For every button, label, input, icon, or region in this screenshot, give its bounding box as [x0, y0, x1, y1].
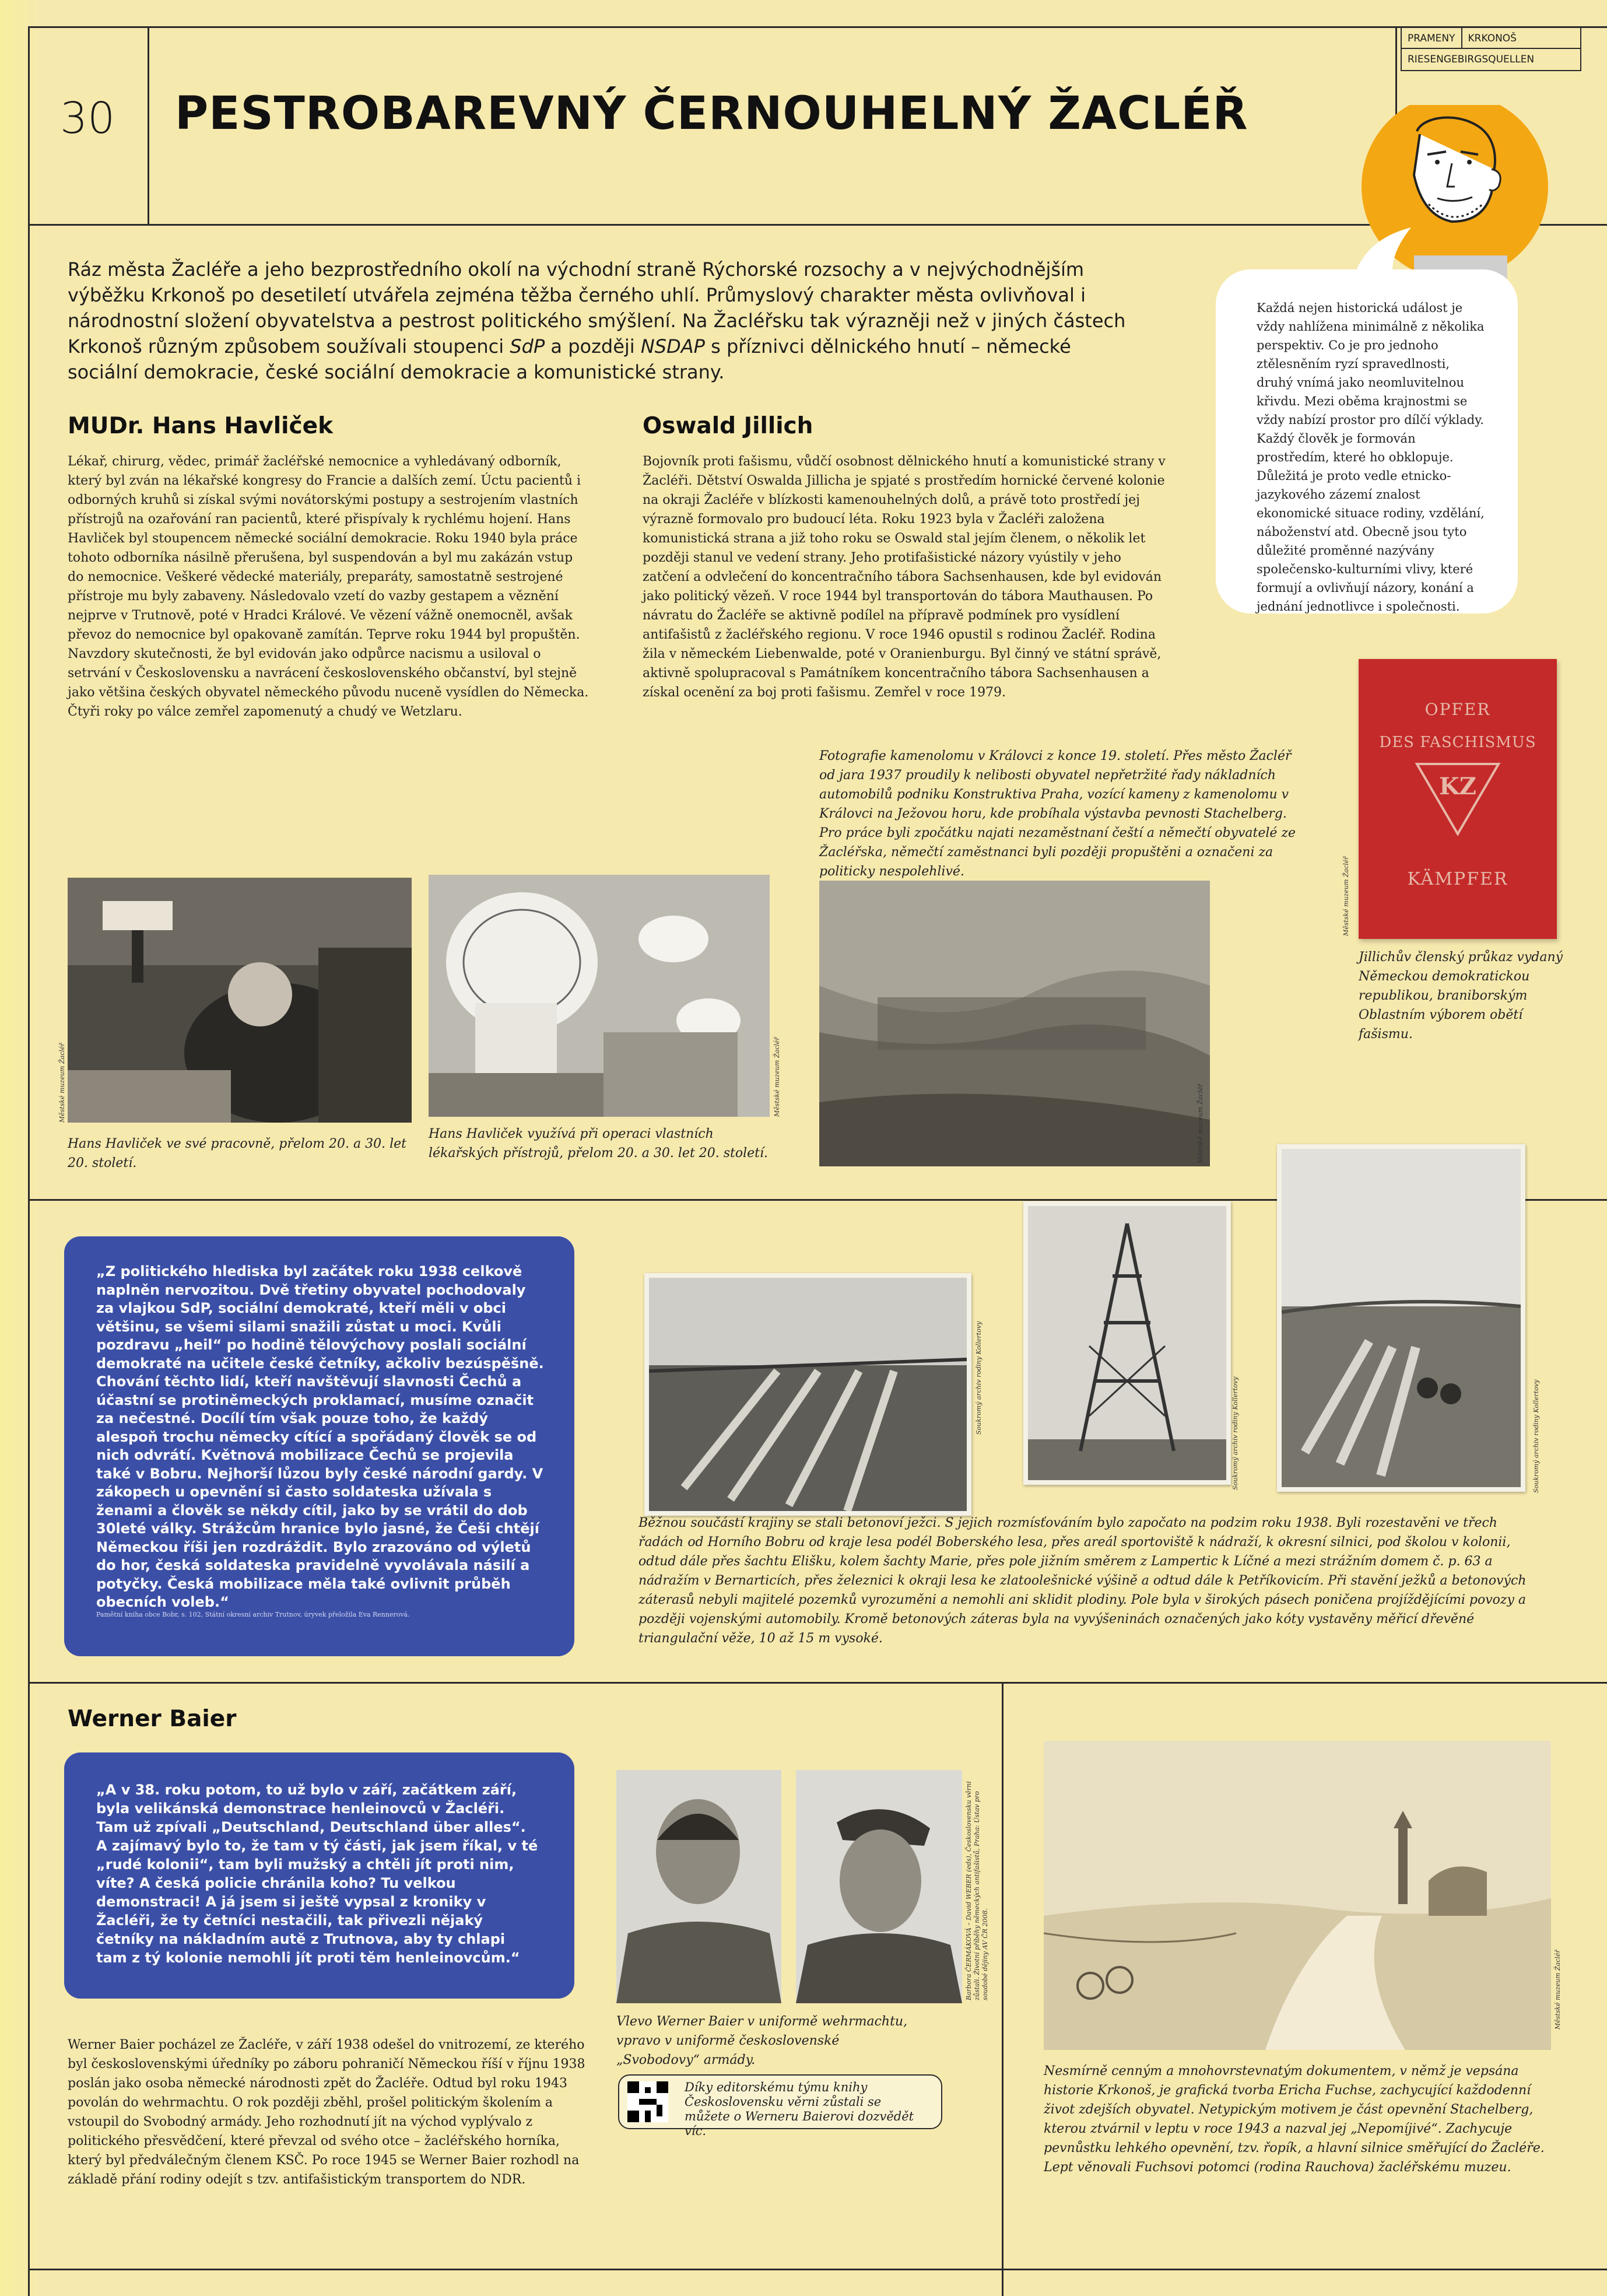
bottom-line	[28, 2269, 1607, 2270]
brand-sub: RIESENGEBIRGSQUELLEN	[1408, 54, 1535, 65]
quote-bobr-source: Pamětní kniha obce Bobr, s. 102, Státní okresní archiv Trutnov, úryvek přeložila Eva Rennerová.	[96, 1611, 410, 1618]
brand-prameny: PRAMENY	[1402, 28, 1462, 48]
photo-triangulation-tower	[1023, 1201, 1231, 1485]
header-divider	[148, 26, 149, 225]
photo-havlicek-desk	[68, 878, 412, 1123]
photo-baier-svoboda	[796, 1770, 962, 2003]
baier-heading: Werner Baier	[68, 1706, 237, 1732]
jillich-heading: Oswald Jillich	[643, 413, 813, 439]
brand-box	[1401, 28, 1581, 71]
photo-havlicek-surgery	[429, 875, 770, 1117]
photo-etching	[1044, 1741, 1551, 2050]
photo-hedgehog-rows	[644, 1273, 971, 1516]
portraits-caption: Vlevo Werner Baier v uniformě wehrmachtu, vpravo v uniformě československé „Svobodovy“ armády.	[616, 2014, 908, 2067]
card-line2: DES FASCHISMUS	[1379, 734, 1536, 751]
intro-text	[68, 257, 1146, 385]
quote-bobr-text: „Z politického hlediska byl začátek roku 1938 celkově naplněn nervozitou. Dvě třetiny obyvatel pochodovaly za vlajkou SdP, sociální demokraté, kteří měli v obci většinu, se všemi silami snažili zůstat u moci. Kvůli pozdravu „heil“ po hodině tělovýchovy poslali sociální demokraté na učitele české četníky, ačkoliv bezúspěšně. Chování těchto lidí, kteří navštěvují slavnosti Čechů a účastní se protiněmeckých proklamací, musíme označit za nečestné. Docílí tím však pouze toho, že každý alespoň trochu německy cítící a spořádaný člověk se od nich odvrátí. Květnová mobilizace Čechů se projevila také v Bobru. Nejhorší lůzou byly české národní gardy. V zákopech u opevnění si často soldateska užívala s ženami a člověk se někdy cítil, jako by se vrátil do dob 30leté války. Strážcům hranice bylo jasné, že Češi chtějí Německou říši jen rozdráždit. Bylo zrazováno od výletů do hor, česká soldateska pravidelně vyvolávala násilí a potyčky. Česká mobilizace měla také ovlivnit průběh obecních voleb.“	[96, 1263, 544, 1610]
havlicek-text: Lékař, chirurg, vědec, primář žacléřské nemocnice a vyhledávaný odborník, který byl zván na lékařské kongresy do Francie a dalších zemí. Úctu pacientů i odborných kruhů si získal svými novátorskými postupy a sestrojením vlastních přístrojů na ozařování ran pacientů, které přispívaly k rychlému hojení. Hans Havliček byl stoupencem německé sociální demokracie. Roku 1940 byla práce tohoto odborníka násilně přerušena, byl suspendován a byl mu zakázán vstup do nemocnice. Veškeré vědecké materiály, preparáty, samostatně sestrojené přístroje mu byly zabaveny. Následovalo vzetí do vazby gestapem a věznění nejprve v Trutnově, poté v Hradci Králové. Ve vězení vážně onemocněl, avšak převoz do nemocnice byl opakovaně zamítán. Teprve roku 1944 byl propuštěn. Navzdory skutečnosti, že byl evidován jako odpůrce nacismu a usiloval o setrvání v Československu a navrácení československého občanství, byl stejně jako většina českých obyvatel německého původu nuceně vysídlen do Německa. Čtyři roky po válce zemřel zapomenutý a chudý ve Wetzlaru.	[68, 454, 589, 719]
bubble-text: Každá nejen historická událost je vždy nahlížena minimálně z několika perspektiv. Co je pro jednoho ztělesněním ryzí spravedlnosti, druhý vnímá jako neomluvitelnou křivdu. Mezi oběma krajnostmi se vždy nabízí prostor pro dílčí výklady. Každý člověk je formován prostředím, které ho obklopuje. Důležitá je proto vedle etnicko-jazykového zázemí znalost ekonomické situace rodiny, vzdělání, náboženství atd. Obecně jsou tyto důležité proměnné nazývány společensko-kulturními vlivy, které formují a ovlivňují názory, konání a jednání jednotlivce i společnosti.	[1257, 301, 1485, 614]
section3-divider	[1002, 1682, 1004, 2296]
hedgehogs-caption: Běžnou součástí krajiny se stali betonoví ježci. S jejich rozmísťováním bylo započato na podzim roku 1938. Byli rozestavěni ve třech řadách od Horního Bobru od kraje lesa podél Boberského lesa, přes areál sportoviště k nádraží, k okresní silnici, pod školou v kolonii, odtud dále přes šachtu Elišku, kolem šachty Marie, přes pole jižním směrem z Lampertic k Líčné a mezi strážním domem č. p. 63 a nádražím v Bernarticích, přes železnici k okraji lesa ke zlatoolešnické výšině a odtud dále k Petříkovicím. Při stavění ježků a betonových záterasů nebyli majitelé pozemků vyrozuměni a nemohli ani sklidit plodiny. Pole byla v širokých pásech poničena projíždějícími povozy a později vojenskými automobily. Kromě betonových záteras byla na vyvýšeninách označených jako kóty vystavěny měřicí dřevěné triangulační věže, 10 až 15 m vysoké.	[638, 1516, 1527, 1646]
baier-text: Werner Baier pocházel ze Žacléře, v září 1938 odešel do vnitrozemí, ze kterého byl československými úředníky po záboru pohraničí Německou říší v říjnu 1938 poslán jako osoba německé národnosti zpět do Žacléře. Odtud byl roku 1943 povolán do wehrmachtu. O rok později zběhl, prošel politickým školením a vstoupil do Svobodný armády. Jeho rozhodnutí jít na východ vyplývalo z politického přesvědčení, které převzal od svého otce – žacléřského horníka, který byl předválečným členem KSČ. Po roce 1945 se Werner Baier rozhodl na základě přání rodiny odejít s tzv. antifašistickým transportem do NDR.	[68, 2038, 585, 2187]
membership-card	[1359, 659, 1557, 939]
frame-left-line	[28, 26, 30, 2296]
etching-caption: Nesmírně cenným a mnohovrstevnatým dokumentem, v němž je vepsána historie Krkonoš, je grafická tvorba Ericha Fuchse, zachycující každodenní život zdejších obyvatel. Netypickým motivem je část opevnění Stachelberg, kterou ztvárnil v leptu v roce 1943 a nazval jej „Nepomíjivé“. Zachycuje pevnůstku lehkého opevnění, tzv. řopík, a hlavní silnice směřující do Žacléře. Lept věnovali Fuchsovi potomci (rodina Rauchova) žacléřskému muzeu.	[1044, 2064, 1545, 2175]
speech-bubble	[1216, 269, 1518, 614]
desk-credit: Městské muzeum Žacléř	[58, 1043, 66, 1123]
intro-sdp: SdP	[510, 335, 545, 357]
portrait-credit: Barbora ČERMÁKOVÁ – David WEBER (eds), Československu věrni zůstali. Životní příběhy německých antifašistů, Praha: Ústav pro soudobé dějiny AV ČR 2008.	[965, 1781, 989, 2000]
havlicek-surgery-caption: Hans Havliček využívá při operaci vlastních lékařských přístrojů, přelom 20. a 30. let 20. století.	[429, 1127, 769, 1161]
brand-krkonos: KRKONOŠ	[1468, 33, 1517, 44]
hedgehog1-credit: Soukromý archiv rodiny Kollertovy	[975, 1321, 983, 1435]
havlicek-heading: MUDr. Hans Havliček	[68, 413, 334, 439]
photo-baier-wehrmacht	[616, 1770, 781, 2003]
section2-bottom-line	[28, 1682, 1607, 1684]
card-credit: Městské muzeum Žacléř	[1342, 856, 1350, 936]
photo-hedgehog-field	[1277, 1144, 1525, 1492]
field-credit: Soukromý archiv rodiny Kollertovy	[1532, 1379, 1540, 1493]
tower-credit: Soukromý archiv rodiny Kollertovy	[1231, 1376, 1239, 1490]
quarry-credit: Městské muzeum Žacléř	[1197, 1084, 1204, 1163]
bubble-tail	[1341, 222, 1417, 280]
quote-baier	[64, 1752, 574, 1999]
left-edge-tint	[0, 0, 41, 2296]
qr-code-icon[interactable]	[627, 2081, 668, 2122]
qr-text: Díky editorskému týmu knihy Československu věrni zůstali se můžete o Werneru Baierovi dozvědět víc.	[685, 2080, 914, 2138]
quarry-caption: Fotografie kamenolomu v Královci z konce 19. století. Přes město Žacléř od jara 1937 proudily k nelibosti obyvatel nepřetržité řady nákladních automobilů podniku Konstruktiva Praha, vozící kameny z kamenolomu v Královci na Ježovou horu, kde probíhala výstavba pevnosti Stachelberg. Pro práce byli zpočátku najati nezaměstnaní čeští a němečtí obyvatelé ze Žacléřska, němečtí zaměstnanci byli později propuštěni a označeni za politicky nespolehlivé.	[819, 749, 1296, 879]
page-title: PESTROBAREVNÝ ČERNOUHELNÝ ŽACLÉŘ	[175, 87, 1248, 140]
card-line1: OPFER	[1424, 700, 1491, 719]
panel-number: 30	[60, 93, 115, 143]
quote-baier-text: „A v 38. roku potom, to už bylo v září, začátkem září, byla velikánská demonstrace henleinovců v Žacléři. Tam už zpívali „Deutschland, Deutschland über alles“. A zajímavý bylo to, že tam v tý části, jak jsem říkal, v té „rudé kolonii“, tam byli mužský a chtěli jít proti nim, víte? A česká policie chránila koho? Tu velkou demonstraci! A já jsem si ještě vypsal z kroniky v Žacléři, že ty četníci nestačili, tak přivezli nějaký četníky na nákladním autě z Trutnova, aby ty chlapi tam z tý kolonie nemohli jít proti těm henleinovcům.“	[96, 1782, 538, 1966]
surgery-credit: Městské muzeum Žacléř	[773, 1037, 781, 1117]
card-mark: KZ	[1439, 773, 1476, 800]
havlicek-desk-caption: Hans Havliček ve své pracovně, přelom 20. a 30. let 20. století.	[68, 1137, 407, 1170]
frame-top-line	[28, 26, 1607, 28]
quote-bobr	[64, 1236, 574, 1656]
qr-box[interactable]	[618, 2074, 942, 2138]
card-caption: Jillichův členský průkaz vydaný Německou demokratickou republikou, braniborským Oblastním výborem obětí fašismu.	[1359, 950, 1563, 1042]
intro-part-3: a později	[545, 335, 641, 357]
etching-credit: Městské muzeum Žacléř	[1554, 1950, 1562, 2029]
photo-quarry	[819, 881, 1210, 1166]
intro-part-5: s příznivci dělnického hnutí – německé sociální demokracie, české sociální demokracie a komunistické strany.	[68, 335, 1071, 383]
intro-part-1: Ráz města Žacléře a jeho bezprostředního okolí na východní straně Rýchorské rozsochy a v nejvýchodnějším výběžku Krkonoš po desetiletí utvářela zejména těžba černého uhlí. Průmyslový charakter města ovlivňoval i národnostní složení obyvatelstva a pestrost politického smýšlení. Na Žacléřsku tak výrazněji než v jiných částech Krkonoš různým způsobem soužívali stoupenci	[68, 258, 1126, 357]
intro-nsdap: NSDAP	[640, 335, 705, 357]
card-line3: KÄMPFER	[1407, 869, 1508, 889]
jillich-text: Bojovník proti fašismu, vůdčí osobnost dělnického hnutí a komunistické strany v Žacléři. Dětství Oswalda Jillicha je spjaté s prostředím hornické červené kolonie na okraji Žacléře v blízkosti kamenouhelných dolů, a právě toto prostředí jej výrazně formovalo pro budoucí léta. Roku 1923 byla v Žacléři založena komunistická strana a již toho roku se Oswald stal jejím členem, o několik let později stanul ve vedení strany. Jeho protifašistické názory vyústily v jeho zatčení a odvlečení do koncentračního tábora Sachsenhausen, kde byl evidován jako politický vězeň. V roce 1944 byl transportován do tábora Mauthausen. Po návratu do Žacléře se aktivně podílel na přípravě podmínek pro vysídlení antifašistů z žacléřského regionu. V roce 1946 opustil s rodinou Žacléř. Rodina žila v německém Liebenwalde, poté v Oranienburgu. Byl činný ve státní správě, aktivně spolupracoval s Památníkem koncentračního tábora Sachsenhausen a získal ocenění za boj proti fašismu. Zemřel v roce 1979.	[643, 454, 1166, 700]
